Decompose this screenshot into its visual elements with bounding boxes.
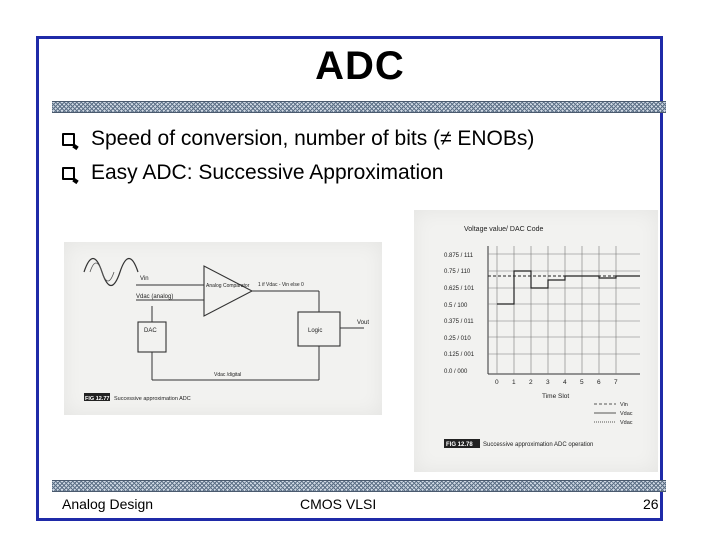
top-divider — [52, 101, 666, 113]
y-tick-label: 0.75 / 110 — [444, 269, 471, 275]
bullet-text: Speed of conversion, number of bits (≠ ENOBs) — [91, 127, 535, 150]
x-tick-label: 3 — [546, 379, 550, 386]
bullet-item — [62, 161, 444, 185]
bullet-text: Easy ADC: Successive Approximation — [91, 161, 444, 184]
vin-label: Vin — [140, 276, 149, 282]
x-tick-label: 6 — [597, 379, 601, 386]
checkbox-bullet-icon — [62, 167, 75, 180]
caption-tag: FIG 12.78 — [446, 442, 473, 448]
y-tick-label: 0.0 / 000 — [444, 369, 468, 375]
bus-label: Vdac /digital — [214, 372, 242, 378]
x-tick-label: 0 — [495, 379, 499, 386]
logic-label: Logic — [308, 328, 323, 334]
comparator-output-label: 1 if Vdac - Vin else 0 — [258, 282, 304, 288]
y-tick-labels — [444, 253, 475, 375]
legend-item: Vdac — [620, 411, 633, 417]
block-diagram-svg — [64, 242, 382, 415]
y-tick-label: 0.5 / 100 — [444, 303, 468, 309]
comparator-symbol — [204, 266, 252, 316]
y-tick-label: 0.375 / 011 — [444, 319, 474, 325]
bottom-divider — [52, 480, 666, 492]
x-axis-title: Time Slot — [542, 393, 570, 400]
legend-item: Vin — [620, 402, 628, 408]
y-tick-label: 0.125 / 001 — [444, 352, 475, 358]
x-tick-label: 2 — [529, 379, 533, 386]
vout-label: Vout — [357, 320, 370, 326]
x-tick-labels — [495, 379, 618, 386]
y-axis-title: Voltage value/ DAC Code — [464, 226, 544, 233]
checkbox-bullet-icon — [62, 133, 75, 146]
page-number: 26 — [643, 496, 659, 512]
figure-caption: Successive approximation ADC — [114, 396, 191, 402]
y-tick-label: 0.625 / 101 — [444, 286, 475, 292]
bullet-item — [62, 127, 534, 151]
chart-legend — [594, 402, 633, 426]
vdac-label: Vdac (analog) — [136, 294, 174, 300]
dac-block — [138, 322, 166, 352]
slide-title: ADC — [315, 44, 405, 88]
footer-left: Analog Design — [62, 496, 154, 512]
y-tick-label: 0.875 / 111 — [444, 253, 474, 259]
x-tick-label: 5 — [580, 379, 584, 386]
sar-adc-block-diagram — [64, 242, 382, 415]
legend-item: Vdac — [620, 420, 633, 426]
dac-label: DAC — [144, 328, 157, 334]
figure-caption: Successive approximation ADC operation — [483, 442, 594, 448]
x-tick-label: 4 — [563, 379, 567, 386]
sar-adc-operation-chart — [414, 210, 658, 472]
operation-chart-svg — [414, 210, 658, 472]
caption-tag: FIG 12.77 — [85, 396, 110, 402]
x-tick-label: 1 — [512, 379, 516, 386]
x-tick-label: 7 — [614, 379, 618, 386]
footer-center: CMOS VLSI — [300, 496, 377, 512]
y-tick-label: 0.25 / 010 — [444, 336, 471, 342]
comparator-label: Analog Comparator — [206, 283, 250, 289]
